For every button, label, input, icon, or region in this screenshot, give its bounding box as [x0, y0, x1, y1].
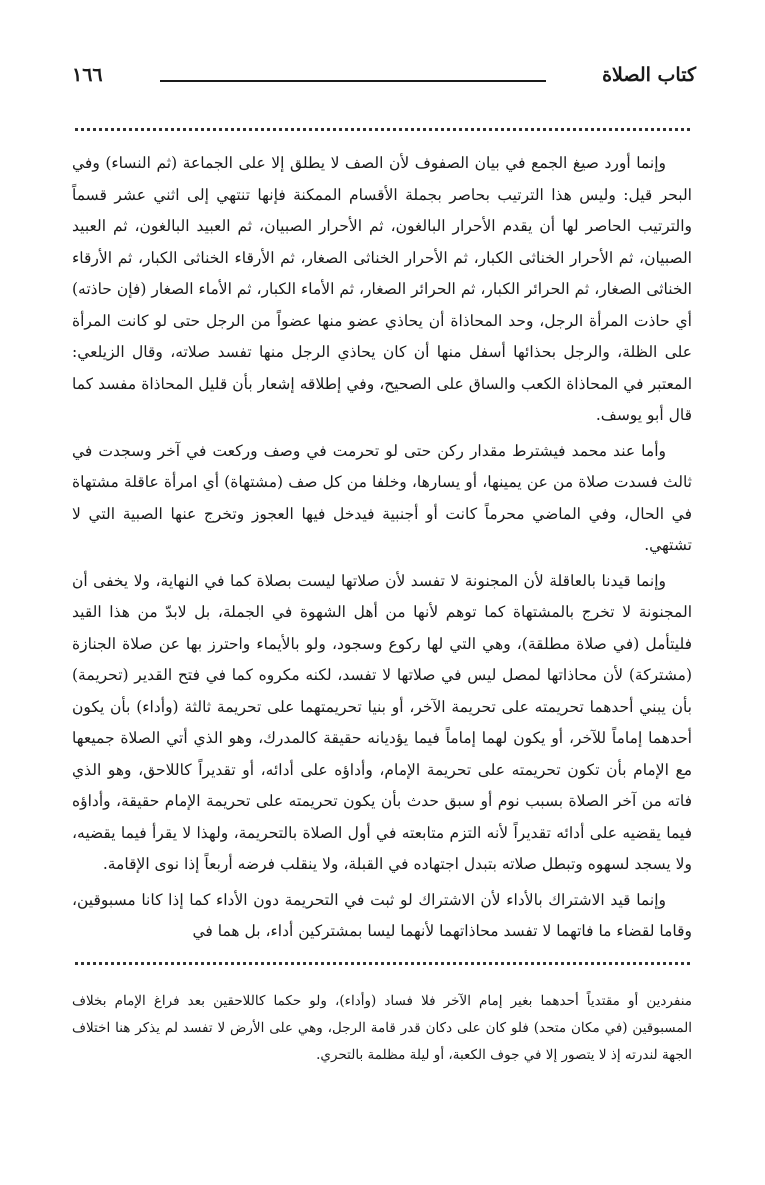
footnote-text: منفردين أو مقتدياً أحدهما بغير إمام الآخر فلا فساد (وأداء)، ولو حكما كاللاحقين بعد فراغ الإمام بخلاف المسبوقين (في مكان متحد) فلو كان على دكان قدر قامة الرجل، وهي على الأرض لا تفسد لم يذكر هنا اختلاف الجهة لندرته إذ لا يتصور إلا في جوف الكعبة، أو ليلة مظلمة بالتحري. [72, 993, 692, 1063]
footnote-dotted-divider [75, 962, 690, 965]
paragraph: وإنما أورد صيغ الجمع في بيان الصفوف لأن الصف لا يطلق إلا على الجماعة (ثم النساء) وفي البحر قيل: وليس هذا الترتيب بحاصر بجملة الأقسام الممكنة فإنها تنتهي إلى اثني عشر قسماً والترتيب الحاصر لها أن يقدم الأحرار البالغون، ثم الأحرار الصبيان، ثم العبيد البالغون، ثم العبيد الصبيان، ثم الأحرار الخناثى الكبار، ثم الأحرار الخناثى الصغار، ثم الأرقاء الخناثى الكبار، ثم الأرقاء الخناثى الصغار، ثم الحرائر الكبار، ثم الحرائر الصغار، ثم الأماء الكبار، ثم الأماء الصغار (فإن حاذته) أي حاذت المرأة الرجل، وحد المحاذاة أن يحاذي عضو منها عضواً من الرجل حتى لو كانت المرأة على الظلة، والرجل بحذائها أسفل منها أن كان يحاذي الرجل منها تفسد صلاته، وقال الزيلعي: المعتبر في المحاذاة الكعب والساق على الصحيح، وفي إطلاقه إشعار بأن قليل المحاذاة مفسد كما قال أبو يوسف. [72, 154, 692, 424]
footnote [72, 988, 692, 1069]
paragraph: وأما عند محمد فيشترط مقدار ركن حتى لو تحرمت في وصف وركعت في آخر وسجدت في ثالث فسدت صلاة من عن يمينها، أو يسارها، وخلفا من كل صف (مشتهاة) أي امرأة عاقلة مشتهاة في الحال، وفي الماضي محرماً كانت أو أجنبية فيدخل فيها العجوز وتخرج عنها الصبية التي لا تشتهي. [72, 441, 692, 554]
page-header [72, 58, 696, 98]
main-text [72, 148, 692, 952]
page-number: ١٦٦ [72, 64, 103, 86]
header-rule [160, 80, 546, 82]
paragraph: وإنما قيد الاشتراك بالأداء لأن الاشتراك لو ثبت في التحريمة دون الأداء كما إذا كانا مسبوقين، وقاما لقضاء ما فاتهما لا تفسد محاذاتهما لأنهما ليسا بمشتركين أداء، بل هما في [72, 890, 692, 940]
paragraph: وإنما قيدنا بالعاقلة لأن المجنونة لا تفسد لأن صلاتها ليست بصلاة كما في النهاية، ولا يخفى أن المجنونة لا تخرج بالمشتهاة كما توهم لأنها من أهل الشهوة في الجملة، بل لابدّ من هذا القيد فليتأمل (في صلاة مطلقة)، وهي التي لها ركوع وسجود، ولو بالأيماء واحترز بها عن صلاة الجنازة (مشتركة) لأن محاذاتها لمصل ليس في صلاتها لا تفسد، لكنه مكروه كما في فتح القدير (تحريمة) بأن يبني أحدهما تحريمته على تحريمة الآخر، أو بنيا تحريمتهما على تحريمة ثالثة (وأداء) بأن يكون أحدهما إماماً للآخر، أو يكون لهما إماماً فيما يؤديانه حقيقة كالمدرك، وهو الذي أتي الصلاة جميعها مع الإمام بأن تكون تحريمته على تحريمة الإمام، وأداؤه على أدائه، أو تقديراً كاللاحق، وهو الذي فاته من آخر الصلاة بسبب نوم أو سبق حدث بأن يكون تحريمته على تحريمة الإمام حقيقة، وأداؤه فيما يقضيه على أدائه تقديراً لأنه التزم متابعته في أول الصلاة بالتحريمة، ولهذا لا يقرأ فيما يقضيه، ولا يسجد لسهوه وتبطل صلاته بتبدل اجتهاده في القبلة، ولا ينقلب فرضه أربعاً إذا نوى الإقامة. [72, 571, 692, 873]
chapter-title: كتاب الصلاة [602, 64, 696, 86]
top-dotted-divider [75, 128, 690, 131]
